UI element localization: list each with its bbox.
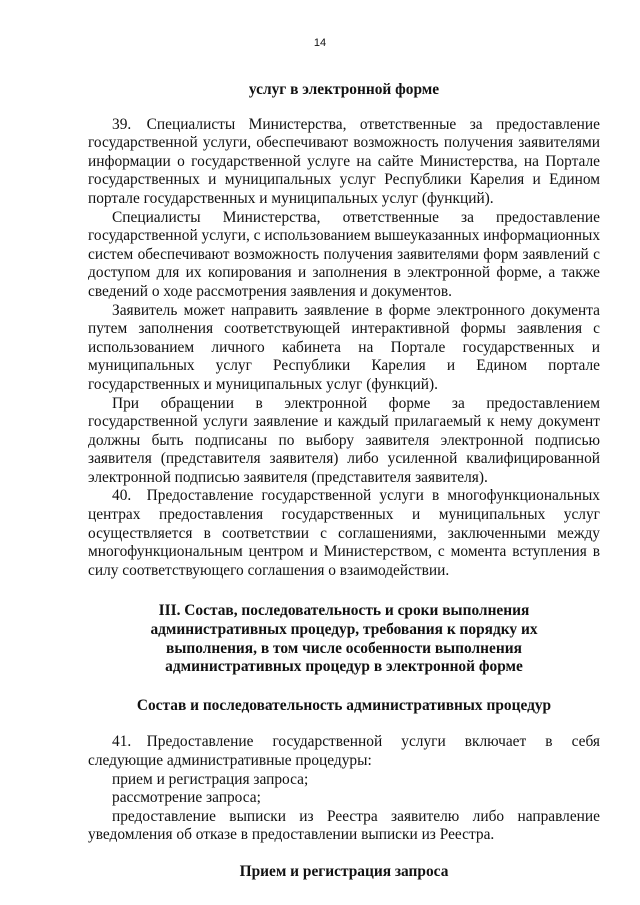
subheading: Состав и последовательность административных процедур [136,696,552,714]
procedure-item: предоставление выписки из Реестра заявителю либо направление уведомления об отказе в предоставлении выписки из Реестра. [88,807,600,844]
section-heading-line: административных процедур в электронной форме [165,658,523,676]
document-body [88,81,600,882]
paragraph-39: 39. Специалисты Министерства, ответственные за предоставление государственной услуги, обеспечивают возможность получения заявителями информации о государственной услуге на сайте Министерства, на Портале государственных и муниципальных услуг Республики Карелия и Едином портале государственных и муниципальных услуг (функций). [88,115,600,207]
section-heading-line: выполнения, в том числе особенности выполнения [166,639,522,657]
section-heading [88,602,600,676]
paragraph-39-signature: При обращении в электронной форме за предоставлением государственной услуги заявление и каждый прилагаемый к нему документ должны быть подписаны по выбору заявителя электронной подписью заявителя (представителя заявителя) либо усиленной квалифицированной электронной подписью заявителя (представителя заявителя). [88,394,600,486]
heading-continuation: услуг в электронной форме [248,81,440,98]
procedure-item: прием и регистрация запроса; [112,770,309,788]
section-heading-line: III. Состав, последовательность и сроки выполнения [158,602,530,620]
procedure-item: рассмотрение запроса; [112,789,261,807]
page-number: 14 [313,37,327,49]
paragraph-39-specialists: Специалисты Министерства, ответственные за предоставление государственной услуги, с использованием вышеуказанных информационных систем обеспечивают возможность получения заявителями форм заявлений с доступом для их копирования и заполнения в электронной форме, а также сведений о ходе рассмотрения заявления и документов. [88,208,601,300]
final-heading: Прием и регистрация запроса [239,862,449,880]
paragraph-41: 41. Предоставление государственной услуги включает в себя следующие административные процедуры: [88,733,600,769]
section-heading-line: административных процедур, требования к порядку их [150,621,538,639]
paragraph-40: 40. Предоставление государственной услуги в многофункциональных центрах предоставления государственных и муниципальных услуг осуществляется в соответствии с соглашениями, заключенными между многофункциональным центром и Министерством, с момента вступления в силу соответствующего соглашения о взаимодействии. [88,487,600,579]
paragraph-39-applicant: Заявитель может направить заявление в форме электронного документа путем заполнения соответствующей интерактивной формы заявления с использованием личного кабинета на Портале государственных и муниципальных услуг Республики Карелия и Едином портале государственных и муниципальных услуг (функций). [88,301,600,393]
